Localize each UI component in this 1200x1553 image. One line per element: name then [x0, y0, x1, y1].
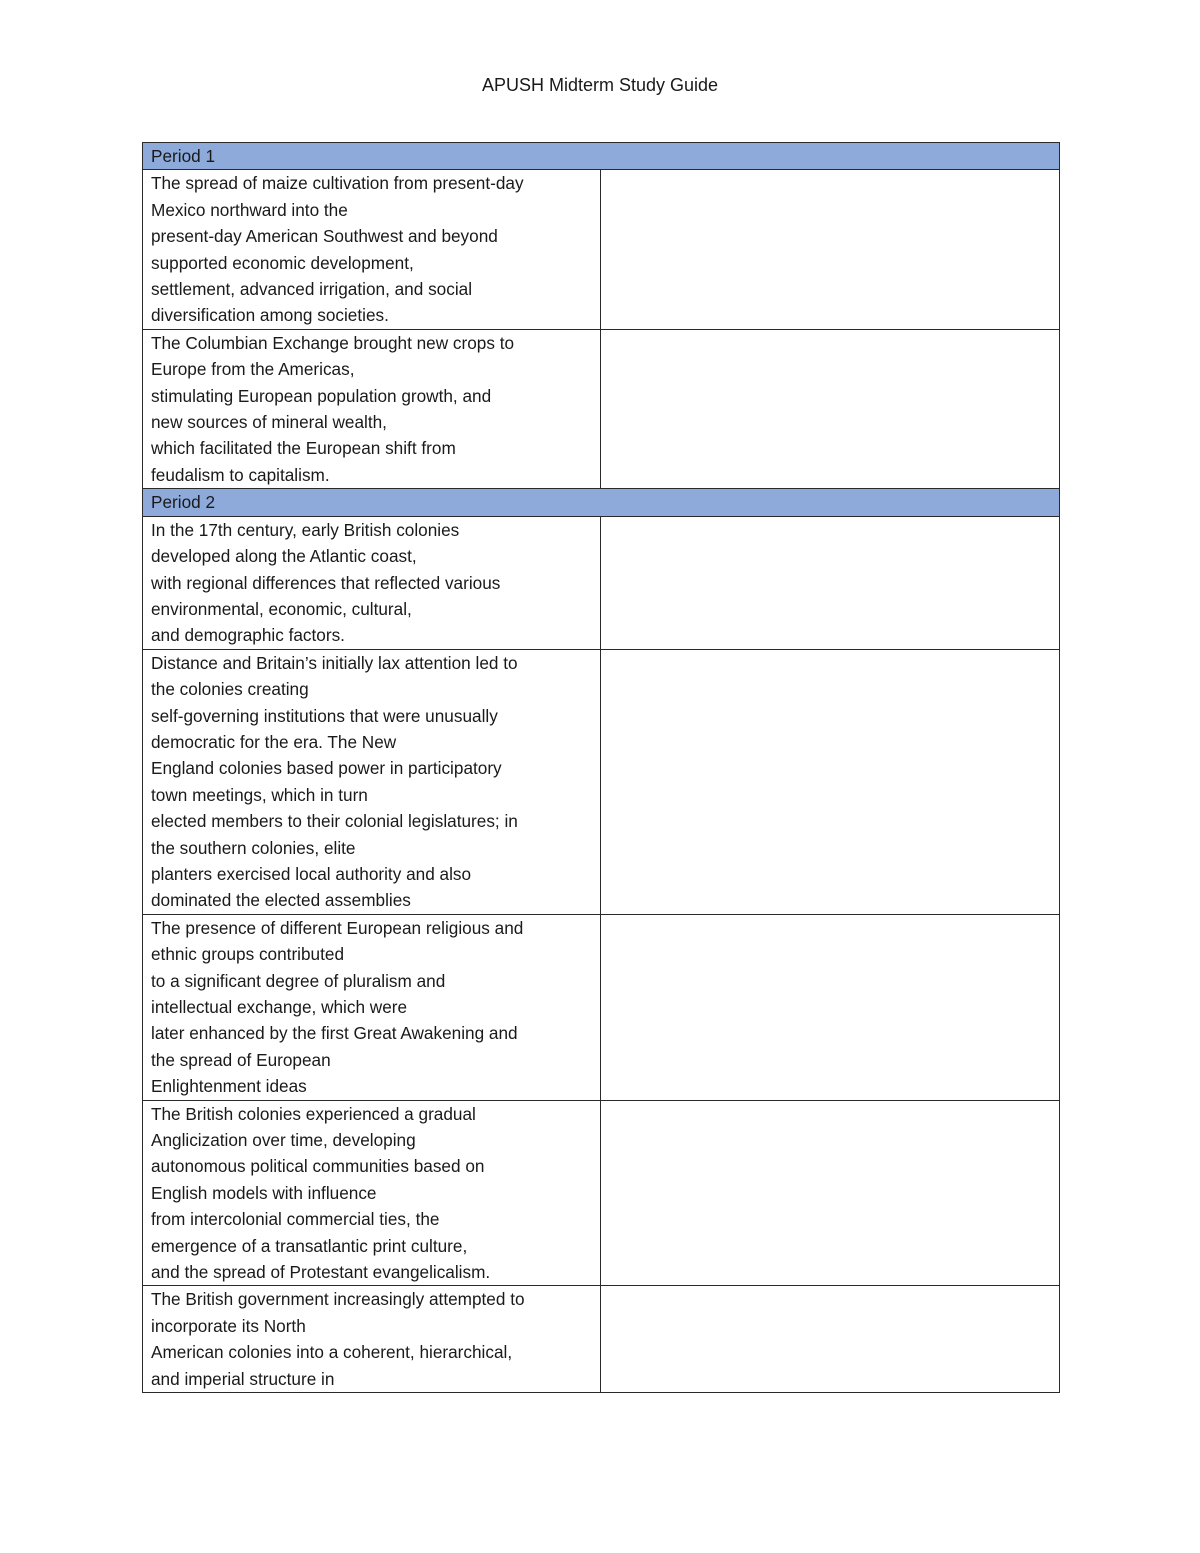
table-row — [143, 914, 1060, 1100]
topic-cell — [143, 1286, 601, 1393]
topic-text-line: The British colonies experienced a gradual — [151, 1103, 476, 1124]
topic-text-line: planters exercised local authority and also — [151, 863, 472, 884]
topic-text-line: In the 17th century, early British colonies — [151, 519, 460, 540]
topic-text-line: feudalism to capitalism. — [151, 464, 330, 485]
period-header-row — [143, 489, 1060, 516]
notes-cell[interactable] — [601, 329, 1060, 488]
notes-cell[interactable] — [601, 1286, 1060, 1393]
topic-text-line: Anglicization over time, developing — [151, 1130, 416, 1151]
topic-text-line: and demographic factors. — [151, 625, 345, 646]
topic-text-line: the colonies creating — [151, 679, 309, 700]
topic-text-line: English models with influence — [151, 1182, 377, 1203]
topic-text-line: American colonies into a coherent, hierarchical, — [151, 1342, 513, 1363]
topic-text-line: developed along the Atlantic coast, — [151, 546, 417, 567]
period-header: Period 1 — [143, 143, 1060, 170]
notes-cell[interactable] — [601, 516, 1060, 649]
topic-text-line: self-governing institutions that were unusually — [151, 705, 498, 726]
topic-cell — [143, 170, 601, 329]
topic-text-line: from intercolonial commercial ties, the — [151, 1209, 440, 1230]
topic-text-line: town meetings, which in turn — [151, 784, 368, 805]
notes-cell[interactable] — [601, 1100, 1060, 1286]
topic-text-line: autonomous political communities based on — [151, 1156, 485, 1177]
topic-cell — [143, 649, 601, 914]
notes-cell[interactable] — [601, 170, 1060, 329]
table-row — [143, 516, 1060, 649]
topic-cell — [143, 516, 601, 649]
table-row — [143, 1100, 1060, 1286]
topic-text-line: Enlightenment ideas — [151, 1076, 307, 1097]
study-guide-table-body — [143, 143, 1060, 1393]
table-row — [143, 1286, 1060, 1393]
topic-text-line: emergence of a transatlantic print culture, — [151, 1235, 468, 1256]
topic-text-line: The presence of different European religious and — [151, 917, 524, 938]
topic-text-line: elected members to their colonial legislatures; in — [151, 811, 518, 832]
table-row — [143, 329, 1060, 488]
topic-text-line: stimulating European population growth, and — [151, 385, 492, 406]
topic-text-line: which facilitated the European shift from — [151, 438, 456, 459]
topic-text-line: ethnic groups contributed — [151, 944, 345, 965]
topic-text-line: and the spread of Protestant evangelicalism. — [151, 1262, 491, 1283]
topic-text-line: later enhanced by the first Great Awakening and — [151, 1023, 518, 1044]
study-guide-table — [142, 142, 1060, 1393]
topic-text-line: democratic for the era. The New — [151, 731, 397, 752]
table-row — [143, 649, 1060, 914]
table-row — [143, 170, 1060, 329]
topic-text-line: The spread of maize cultivation from present-day — [151, 173, 524, 194]
topic-text-line: the southern colonies, elite — [151, 837, 356, 858]
notes-cell[interactable] — [601, 649, 1060, 914]
topic-text-line: with regional differences that reflected various — [151, 572, 501, 593]
topic-text-line: to a significant degree of pluralism and — [151, 970, 446, 991]
topic-text-line: and imperial structure in — [151, 1368, 335, 1389]
topic-text-line: settlement, advanced irrigation, and social — [151, 279, 473, 300]
topic-text-line: new sources of mineral wealth, — [151, 412, 387, 433]
topic-text-line: the spread of European — [151, 1049, 331, 1070]
topic-text-line: The British government increasingly attempted to — [151, 1289, 525, 1310]
page-title: APUSH Midterm Study Guide — [481, 75, 719, 95]
topic-cell — [143, 914, 601, 1100]
notes-cell[interactable] — [601, 914, 1060, 1100]
topic-text-line: environmental, economic, cultural, — [151, 598, 412, 619]
topic-text-line: Europe from the Americas, — [151, 359, 355, 380]
topic-text-line: Mexico northward into the — [151, 199, 348, 220]
topic-text-line: intellectual exchange, which were — [151, 997, 408, 1017]
topic-text-line: diversification among societies. — [151, 305, 389, 326]
period-header: Period 2 — [143, 489, 1060, 516]
period-header-row — [143, 143, 1060, 170]
topic-text-line: The Columbian Exchange brought new crops to — [151, 332, 515, 353]
topic-text-line: supported economic development, — [151, 252, 414, 273]
topic-cell — [143, 329, 601, 488]
topic-text-line: dominated the elected assemblies — [151, 890, 411, 911]
topic-text-line: present-day American Southwest and beyond — [151, 226, 498, 247]
topic-cell — [143, 1100, 601, 1286]
topic-text-line: England colonies based power in participatory — [151, 758, 502, 779]
topic-text-line: Distance and Britain’s initially lax attention led to — [151, 652, 518, 673]
topic-text-line: incorporate its North — [151, 1315, 306, 1336]
